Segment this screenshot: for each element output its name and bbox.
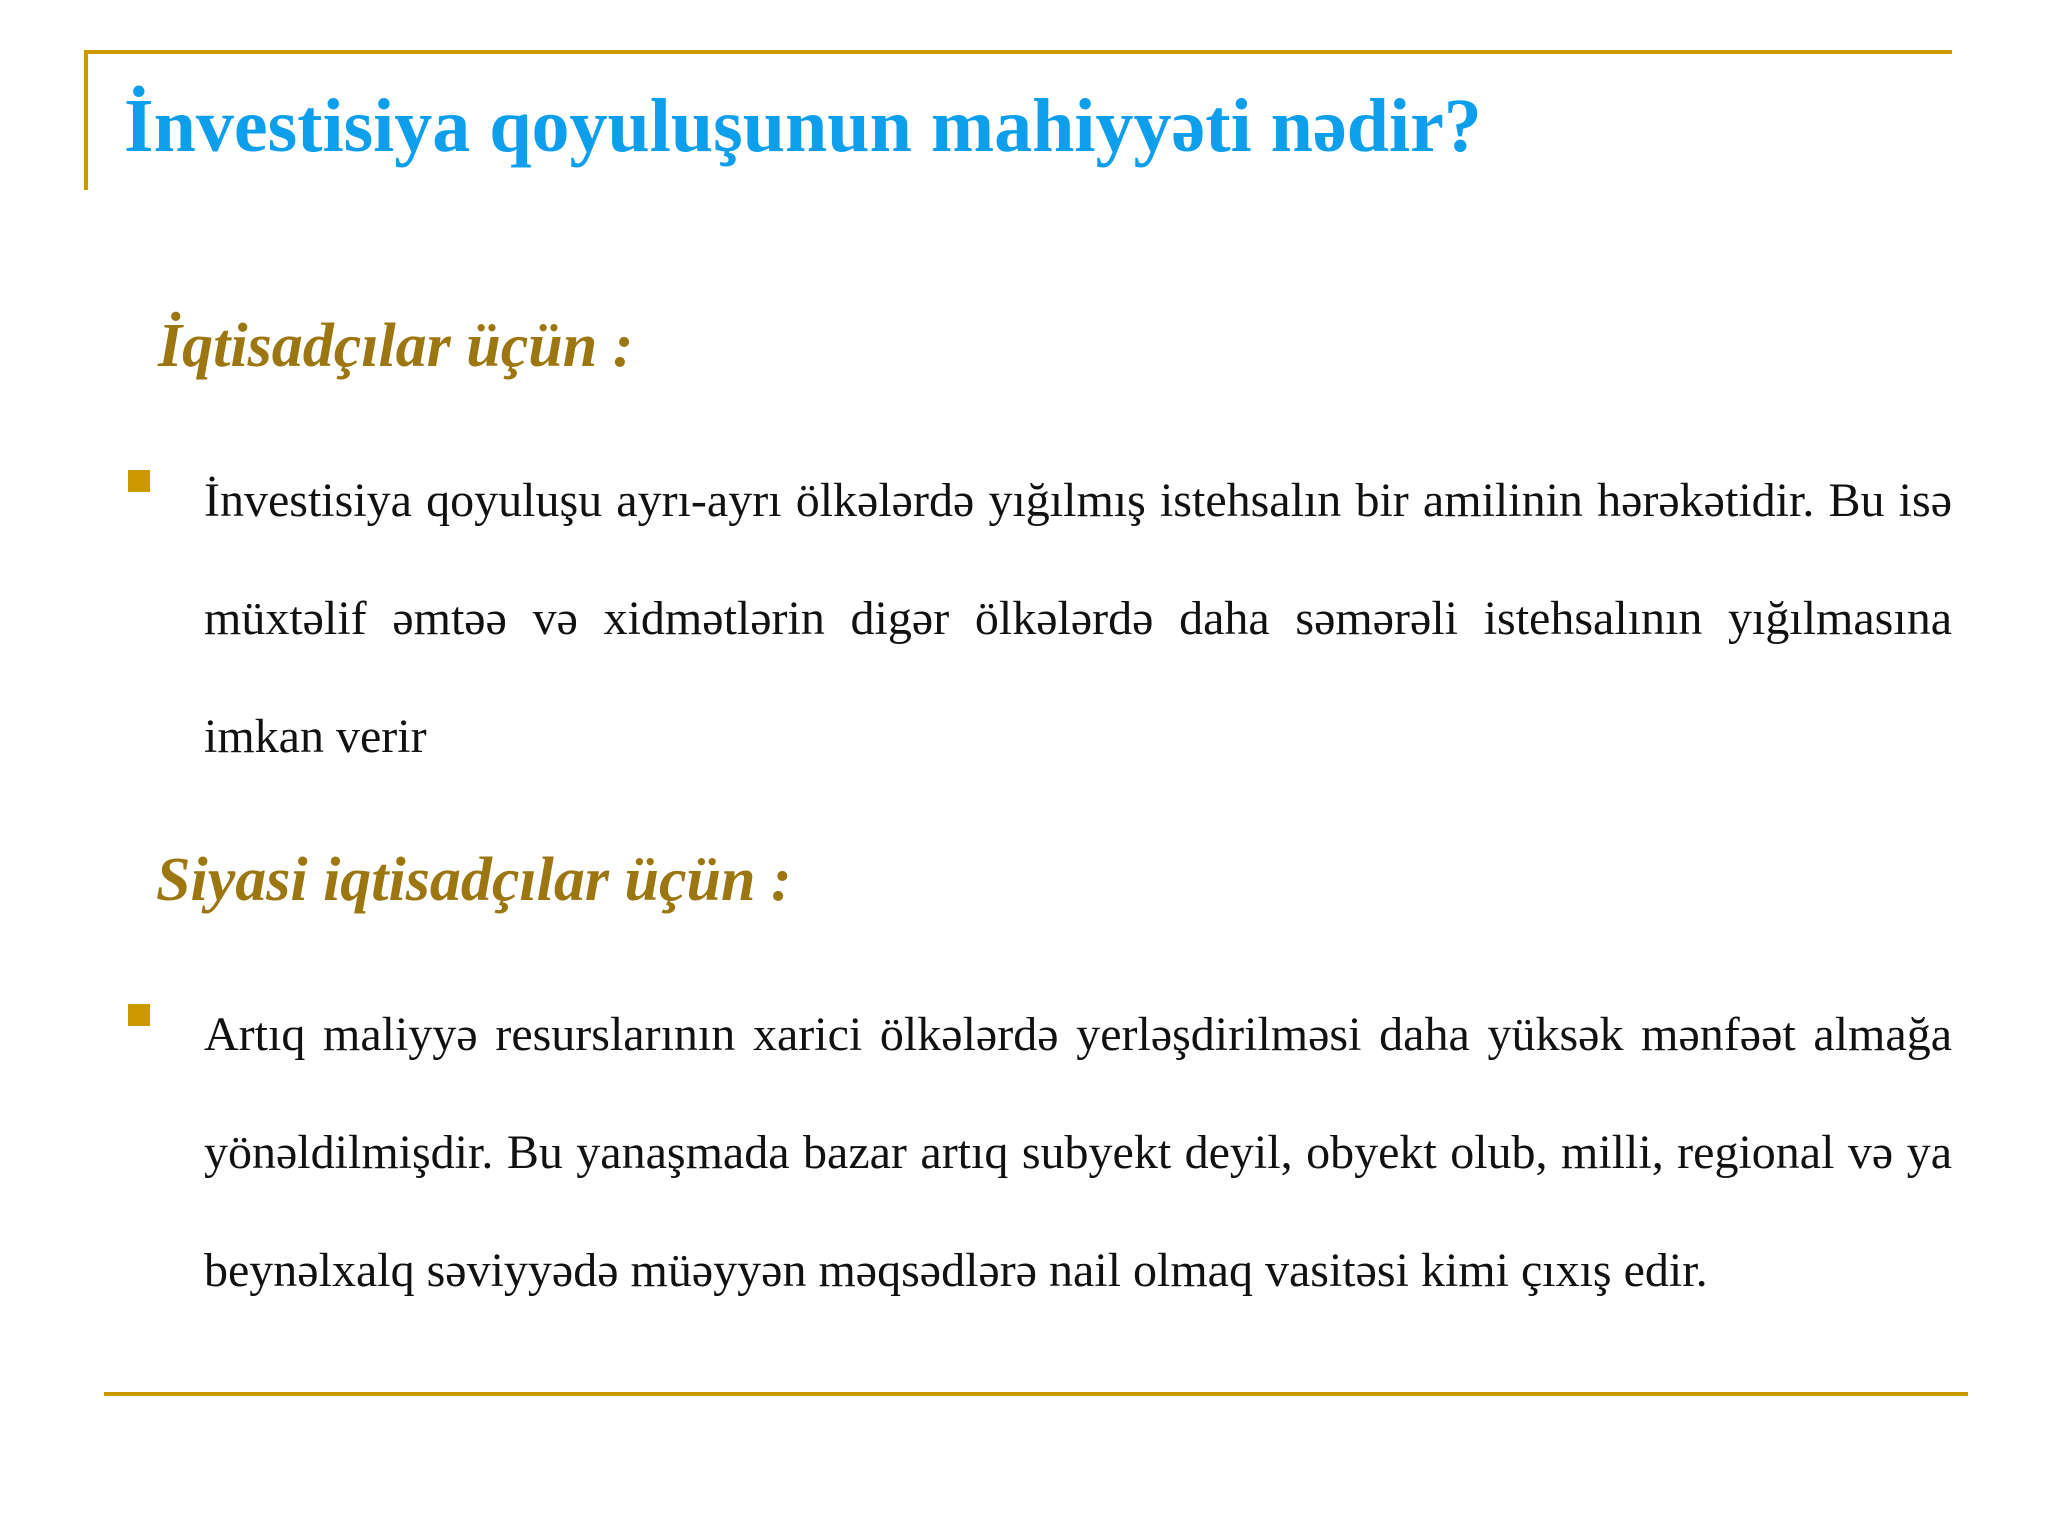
- bullet-text-political-economists: Artıq maliyyə resurslarının xarici ölkələrdə yerləşdirilməsi daha yüksək mənfəət almağa yönəldilmişdir. Bu yanaşmada bazar artıq subyekt deyil, obyekt olub, milli, regional və ya beynəlxalq səviyyədə müəyyən məqsədlərə nail olmaq vasitəsi kimi çıxış edir.: [204, 1008, 1952, 1297]
- section-heading-economists: İqtisadçılar üçün :: [158, 312, 634, 380]
- bullet-item-economists: [204, 442, 1952, 796]
- bottom-border-line: [104, 1392, 1968, 1396]
- bullet-item-political-economists: [204, 976, 1952, 1330]
- top-border-line: [84, 50, 1952, 54]
- bullet-text-economists: İnvestisiya qoyuluşu ayrı-ayrı ölkələrdə yığılmış istehsalın bir amilinin hərəkətidir. Bu isə müxtəlif əmtəə və xidmətlərin digər ölkələrdə daha səmərəli istehsalının yığılmasına imkan verir: [204, 474, 1952, 763]
- square-bullet-icon: [128, 1004, 150, 1026]
- square-bullet-icon: [128, 470, 150, 492]
- left-border-line: [84, 50, 88, 190]
- slide-title: İnvestisiya qoyuluşunun mahiyyəti nədir?: [124, 84, 1482, 168]
- section-heading-political-economists: Siyasi iqtisadçılar üçün :: [156, 846, 792, 914]
